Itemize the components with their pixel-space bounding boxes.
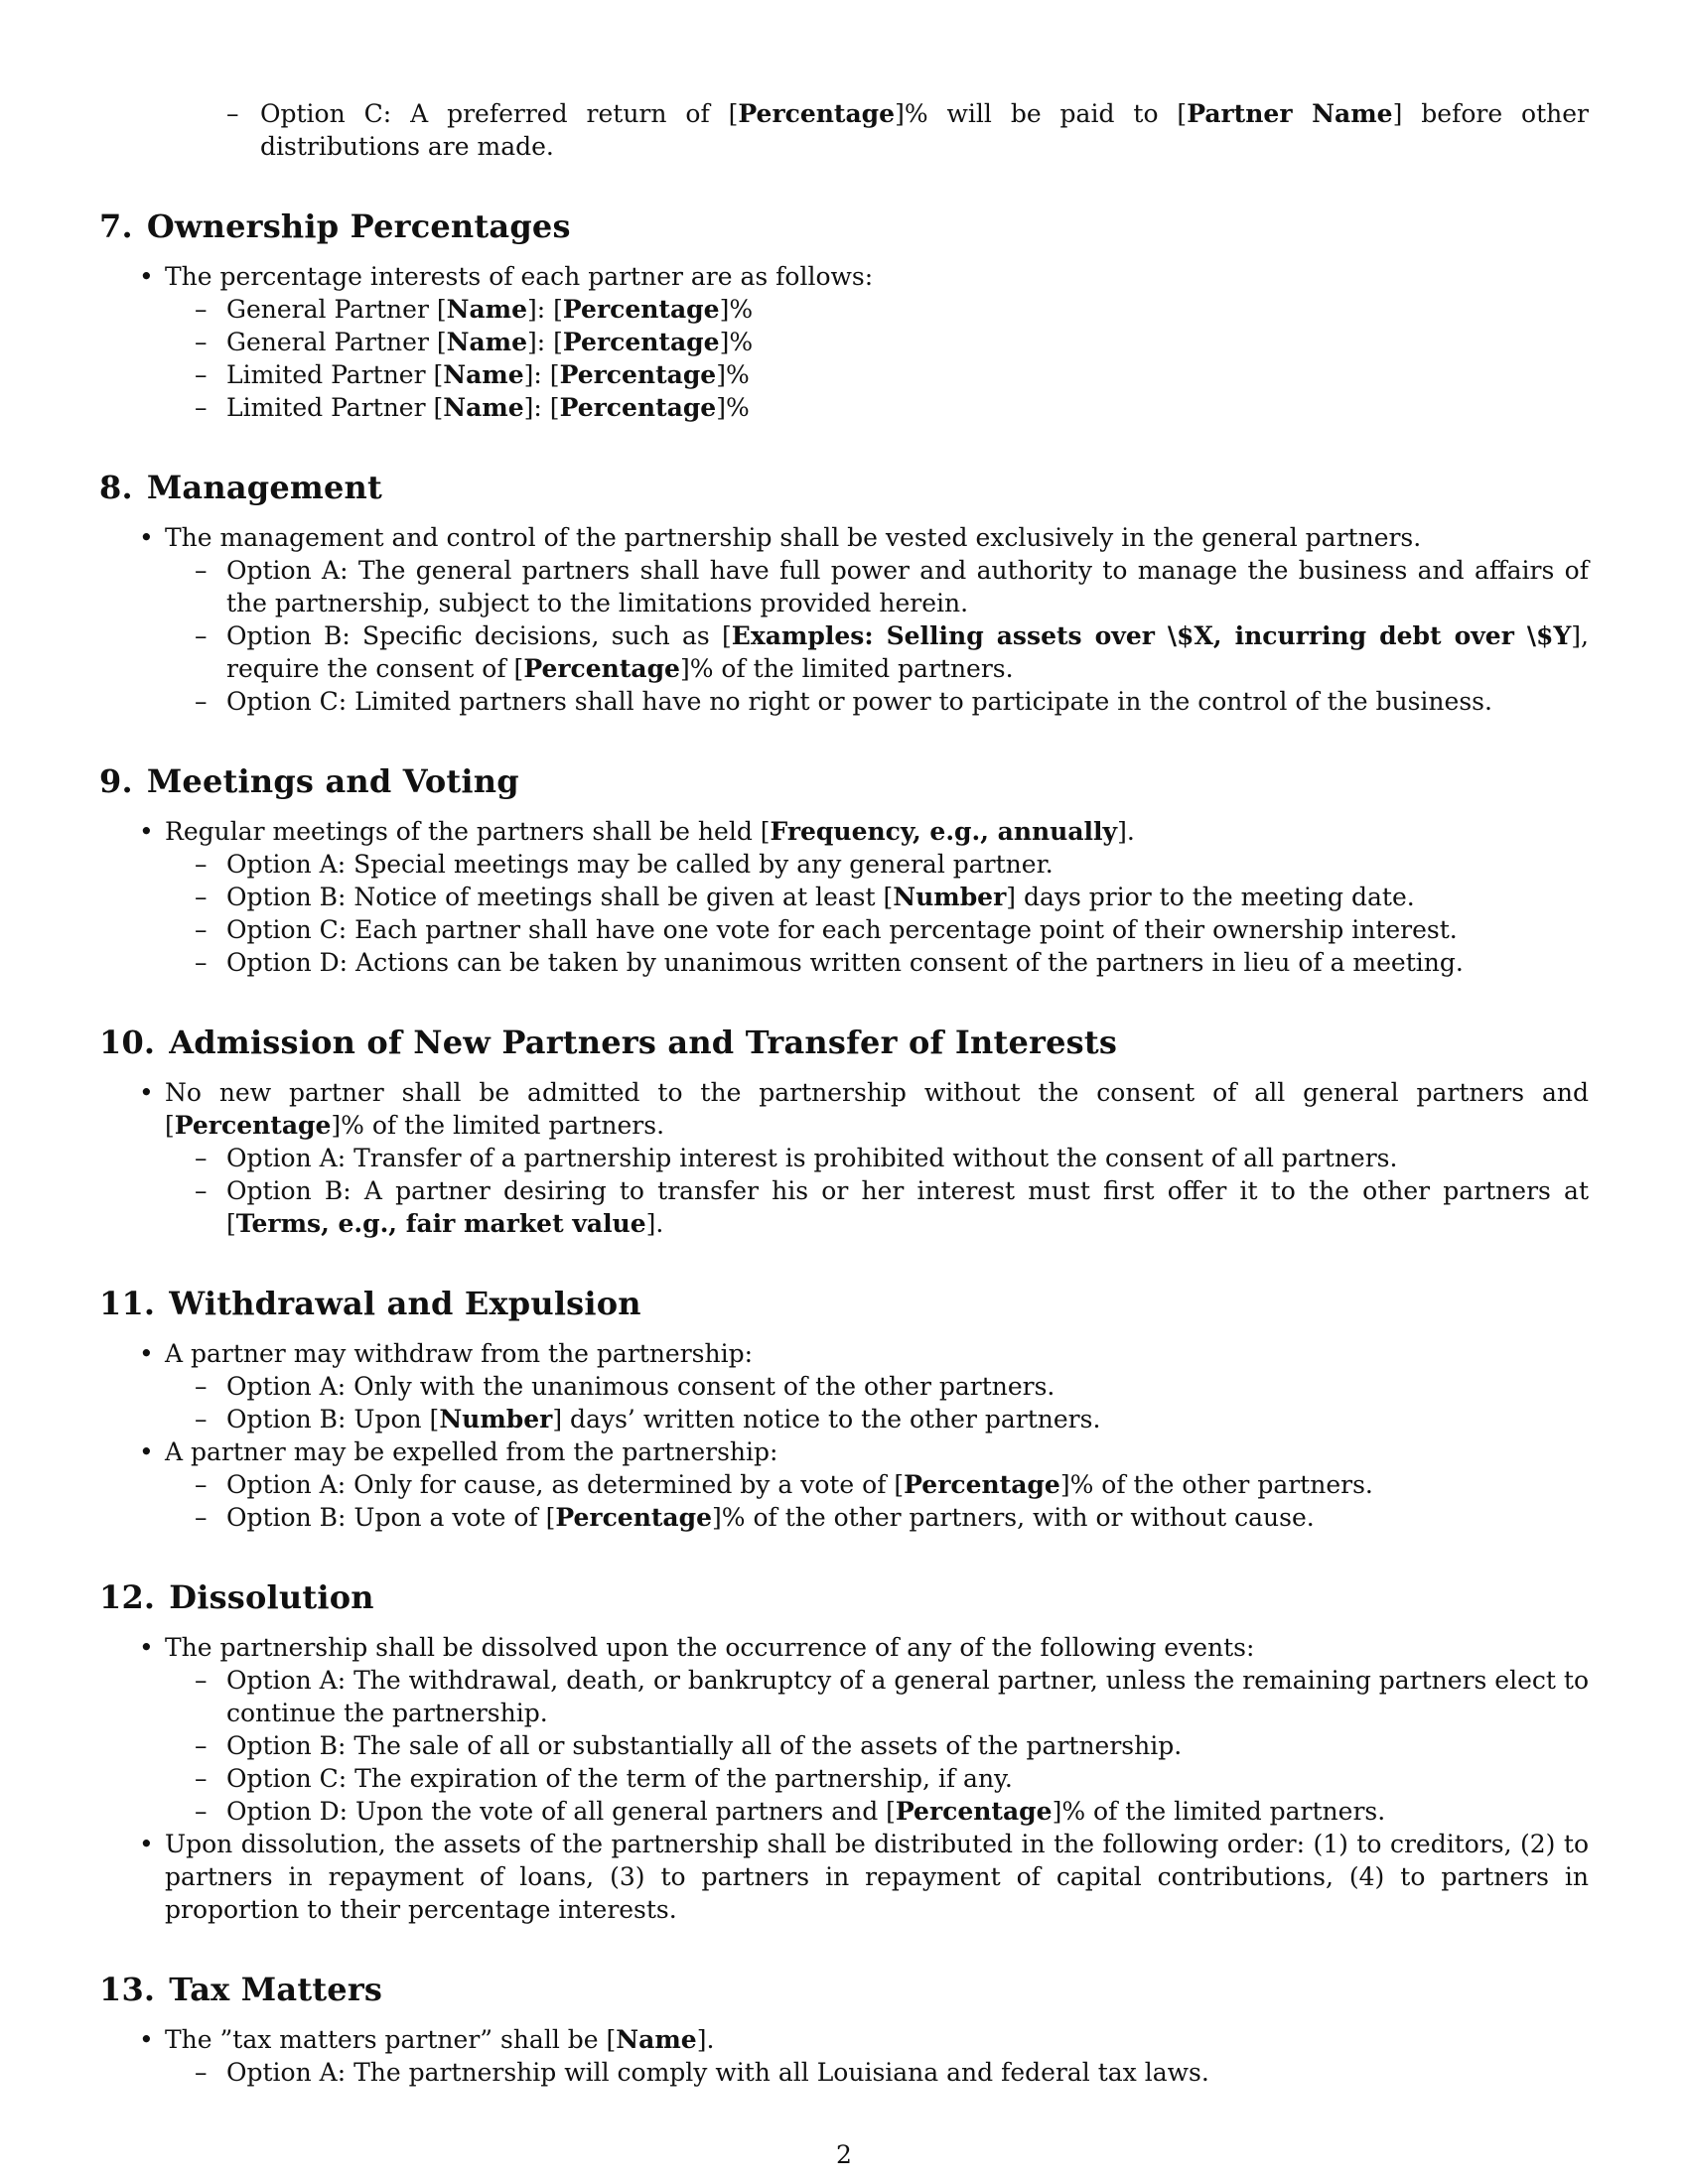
bullet-text: A partner may withdraw from the partnership: <box>165 1339 754 1368</box>
section-number: 8. <box>99 469 133 506</box>
dash-marker: – <box>195 1144 208 1172</box>
dash-marker: – <box>195 1372 208 1401</box>
bullet-marker: • <box>139 1633 154 1662</box>
dash-marker: – <box>195 687 208 716</box>
bullet-text: A partner may be expelled from the partnership: <box>165 1437 778 1466</box>
bullet-item <box>99 1076 1589 1240</box>
option-item <box>165 881 1589 913</box>
bullet-list <box>99 1337 1589 1534</box>
bullet-item <box>99 260 1589 424</box>
bullet-marker: • <box>139 1437 154 1466</box>
section-heading <box>99 761 1589 801</box>
section-number: 12. <box>99 1578 156 1616</box>
option-text: Option D: Upon the vote of all general partners and [Percentage]% of the limited partners. <box>226 1797 1386 1826</box>
option-item <box>165 946 1589 979</box>
option-list <box>165 1468 1589 1534</box>
dash-marker: – <box>195 1405 208 1433</box>
section-title: Ownership Percentages <box>146 207 571 245</box>
bullet-marker: • <box>139 1830 154 1858</box>
dash-marker: – <box>195 295 208 324</box>
option-text: Option B: Specific decisions, such as [Examples: Selling assets over \$X, incurring debt over \$Y], require the consent of [Percentage]% of the limited partners. <box>226 621 1589 683</box>
option-item <box>165 391 1589 424</box>
option-text: Option C: A preferred return of [Percentage]% will be paid to [Partner Name] before other distributions are made. <box>260 99 1590 161</box>
dash-marker: – <box>195 1666 208 1695</box>
option-list <box>165 848 1589 979</box>
dash-marker: – <box>195 328 208 356</box>
bullet-item <box>99 1435 1589 1534</box>
continuation-option-list <box>226 97 1589 163</box>
option-item <box>165 1142 1589 1174</box>
option-text: Limited Partner [Name]: [Percentage]% <box>226 360 750 389</box>
dash-marker: – <box>195 556 208 585</box>
option-text: General Partner [Name]: [Percentage]% <box>226 328 754 356</box>
section-number: 11. <box>99 1285 156 1322</box>
option-item <box>165 848 1589 881</box>
section-13 <box>99 1970 1589 2089</box>
option-item <box>165 1468 1589 1501</box>
dash-marker: – <box>195 360 208 389</box>
option-list <box>165 554 1589 718</box>
bullet-list <box>99 260 1589 424</box>
dash-marker: – <box>195 850 208 879</box>
option-item <box>165 1795 1589 1828</box>
option-list <box>165 1664 1589 1828</box>
section-10 <box>99 1023 1589 1240</box>
section-title: Withdrawal and Expulsion <box>169 1285 641 1322</box>
option-list <box>165 293 1589 424</box>
continuation-block <box>226 97 1589 163</box>
section-title: Dissolution <box>169 1578 374 1616</box>
option-text: Option D: Actions can be taken by unanimous written consent of the partners in lieu of a meeting. <box>226 948 1464 977</box>
option-item <box>165 1762 1589 1795</box>
bullet-item <box>99 521 1589 718</box>
section-heading <box>99 468 1589 507</box>
bullet-list <box>99 521 1589 718</box>
bullet-list <box>99 2023 1589 2089</box>
bullet-item <box>99 815 1589 979</box>
bullet-text: No new partner shall be admitted to the partnership without the consent of all general partners and [Percentage]% of the limited partners. <box>165 1078 1589 1140</box>
option-text: Option A: Only with the unanimous consent of the other partners. <box>226 1372 1055 1401</box>
section-11 <box>99 1284 1589 1534</box>
dash-marker: – <box>195 2058 208 2087</box>
option-text: Option B: The sale of all or substantially all of the assets of the partnership. <box>226 1731 1183 1760</box>
section-number: 13. <box>99 1971 156 2008</box>
option-text: Option B: A partner desiring to transfer his or her interest must first offer it to the other partners at [Terms, e.g., fair market value]. <box>226 1176 1589 1238</box>
option-text: Option A: The withdrawal, death, or bankruptcy of a general partner, unless the remaining partners elect to continue the partnership. <box>226 1666 1589 1727</box>
bullet-item <box>99 2023 1589 2089</box>
bullet-item <box>99 1337 1589 1435</box>
option-text: Option A: Transfer of a partnership interest is prohibited without the consent of all partners. <box>226 1144 1398 1172</box>
option-item <box>165 2056 1589 2089</box>
bullet-marker: • <box>139 817 154 846</box>
option-item <box>165 1174 1589 1240</box>
section-number: 7. <box>99 207 133 245</box>
option-item <box>165 1729 1589 1762</box>
option-list <box>165 2056 1589 2089</box>
dash-marker: – <box>195 915 208 944</box>
section-number: 10. <box>99 1024 156 1061</box>
option-item <box>165 326 1589 358</box>
option-item <box>165 1403 1589 1435</box>
dash-marker: – <box>195 1503 208 1532</box>
dash-marker: – <box>195 621 208 650</box>
bullet-list <box>99 815 1589 979</box>
section-title: Meetings and Voting <box>146 762 519 800</box>
section-heading <box>99 206 1589 246</box>
section-7 <box>99 206 1589 424</box>
bullet-text: The partnership shall be dissolved upon the occurrence of any of the following events: <box>165 1633 1255 1662</box>
option-text: Option A: The general partners shall have full power and authority to manage the business and affairs of the partnership, subject to the limitations provided herein. <box>226 556 1589 617</box>
section-heading <box>99 1023 1589 1062</box>
bullet-marker: • <box>139 1339 154 1368</box>
option-item <box>165 358 1589 391</box>
dash-marker: – <box>195 883 208 911</box>
bullet-text: The ”tax matters partner” shall be [Name]. <box>165 2025 715 2054</box>
bullet-marker: • <box>139 262 154 291</box>
option-text: Option C: Limited partners shall have no right or power to participate in the control of the business. <box>226 687 1492 716</box>
option-item <box>165 913 1589 946</box>
dash-marker: – <box>195 1764 208 1793</box>
bullet-marker: • <box>139 1078 154 1107</box>
bullet-text: Regular meetings of the partners shall be held [Frequency, e.g., annually]. <box>165 817 1135 846</box>
option-item <box>226 97 1589 163</box>
option-item <box>165 619 1589 685</box>
bullet-text: Upon dissolution, the assets of the partnership shall be distributed in the following order: (1) to creditors, (2) to partners in repayment of loans, (3) to partners in repayment of capital contributions, (4) to partners in proportion to their percentage interests. <box>165 1830 1589 1924</box>
dash-marker: – <box>195 1731 208 1760</box>
option-item <box>165 685 1589 718</box>
bullet-list <box>99 1076 1589 1240</box>
section-heading <box>99 1577 1589 1617</box>
dash-marker: – <box>195 1797 208 1826</box>
option-text: Option C: The expiration of the term of the partnership, if any. <box>226 1764 1013 1793</box>
bullet-marker: • <box>139 2025 154 2054</box>
bullet-marker: • <box>139 523 154 552</box>
section-9 <box>99 761 1589 979</box>
dash-marker: – <box>195 1176 208 1205</box>
option-item <box>165 293 1589 326</box>
section-12 <box>99 1577 1589 1926</box>
bullet-list <box>99 1631 1589 1926</box>
option-text: Option A: Special meetings may be called by any general partner. <box>226 850 1054 879</box>
bullet-item <box>99 1631 1589 1828</box>
option-list <box>165 1370 1589 1435</box>
option-list <box>165 1142 1589 1240</box>
dash-marker: – <box>226 99 239 128</box>
bullet-text: The percentage interests of each partner are as follows: <box>165 262 874 291</box>
section-title: Admission of New Partners and Transfer of Interests <box>169 1024 1118 1061</box>
page-number: 2 <box>836 2140 852 2169</box>
option-text: General Partner [Name]: [Percentage]% <box>226 295 754 324</box>
section-title: Tax Matters <box>169 1971 383 2008</box>
dash-marker: – <box>195 948 208 977</box>
section-title: Management <box>146 469 382 506</box>
option-item <box>165 1664 1589 1729</box>
dash-marker: – <box>195 1470 208 1499</box>
section-heading <box>99 1970 1589 2009</box>
option-text: Option A: The partnership will comply with all Louisiana and federal tax laws. <box>226 2058 1209 2087</box>
option-item <box>165 554 1589 619</box>
dash-marker: – <box>195 393 208 422</box>
option-text: Option A: Only for cause, as determined by a vote of [Percentage]% of the other partners. <box>226 1470 1373 1499</box>
option-item <box>165 1370 1589 1403</box>
option-text: Limited Partner [Name]: [Percentage]% <box>226 393 750 422</box>
sections-container <box>99 206 1589 2089</box>
option-text: Option B: Upon a vote of [Percentage]% of the other partners, with or without cause. <box>226 1503 1315 1532</box>
section-number: 9. <box>99 762 133 800</box>
option-text: Option C: Each partner shall have one vote for each percentage point of their ownership interest. <box>226 915 1458 944</box>
section-8 <box>99 468 1589 718</box>
option-item <box>165 1501 1589 1534</box>
bullet-text: The management and control of the partnership shall be vested exclusively in the general partners. <box>165 523 1422 552</box>
option-text: Option B: Notice of meetings shall be given at least [Number] days prior to the meeting date. <box>226 883 1415 911</box>
option-text: Option B: Upon [Number] days’ written notice to the other partners. <box>226 1405 1101 1433</box>
bullet-item <box>99 1828 1589 1926</box>
document-page <box>99 97 1589 2089</box>
section-heading <box>99 1284 1589 1323</box>
